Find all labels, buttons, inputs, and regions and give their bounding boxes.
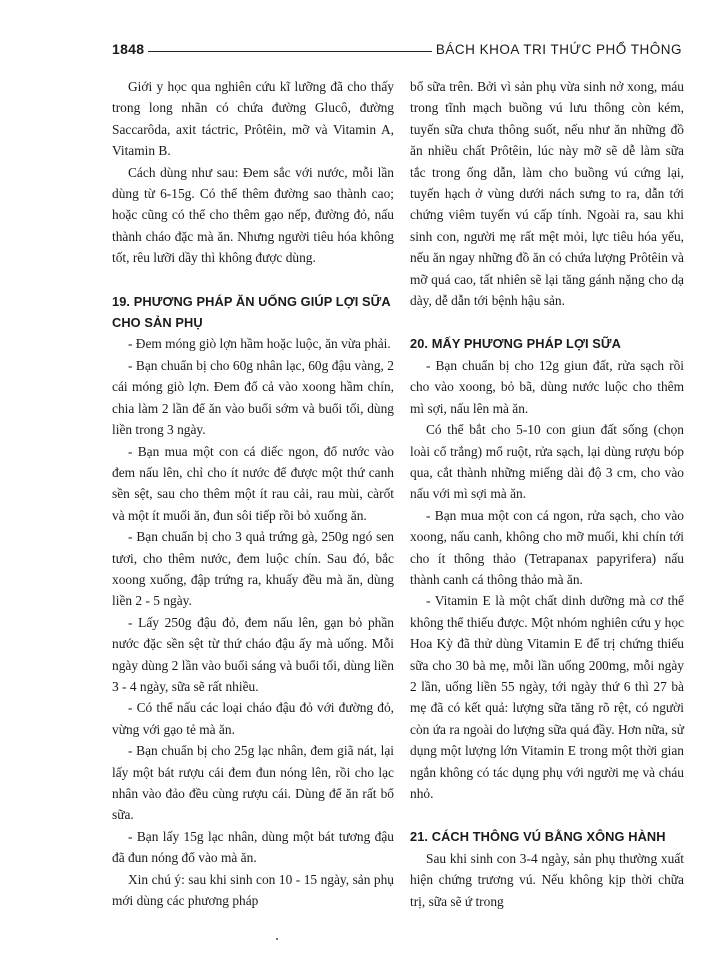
page-header	[112, 38, 682, 60]
list-item: - Bạn chuẩn bị cho 3 quả trứng gà, 250g ngó sen tươi, cho thêm nước, đem luộc chín. Sau đó, bắc xoong xuống, đập trứng ra, khuấy đều mà ăn, dùng liền 2 - 5 ngày.	[112, 529, 394, 609]
list-item: - Bạn mua một con cá ngon, rửa sạch, cho vào xoong, nấu canh, không cho mỡ muối, khi chín tới cho ít thông thảo (Tetrapanax papyrifera) nấu thành canh cá thông thảo mà ăn.	[410, 507, 684, 587]
section-gap	[410, 311, 684, 333]
list-item: - Vitamin E là một chất dinh dưỡng mà cơ thể không thể thiếu được. Một nhóm nghiên cứu y học Hoa Kỳ đã thử dùng Vitamin E để trị chứng thiếu sữa cho 30 bà mẹ, mỗi lần uống 200mg, mỗi ngày 2 lần, uống liền 55 ngày, tới ngày thứ 6 thì 27 bà mẹ đã có kết quả: lượng sữa tăng rõ rệt, có người còn ứa ra ngoài do lượng sữa quá đầy. Hơn nữa, sử dụng một lượng lớn Vitamin E trong một thời gian ngắn không có tác dụng phụ với người mẹ và cháu nhỏ.	[410, 593, 684, 801]
page-number: 1848	[112, 41, 145, 57]
list-item: - Bạn chuẩn bị cho 25g lạc nhân, đem giã nát, lại lấy một bát rượu cái đem đun nóng lên, rồi cho lạc nhân vào đảo đều cùng rượu cái. Dùng để ăn rất bổ sữa.	[112, 743, 394, 823]
section-heading-20: 20. MẤY PHƯƠNG PHÁP LỢI SỮA	[410, 336, 621, 352]
section-gap	[410, 804, 684, 826]
list-item: - Bạn chuẩn bị cho 60g nhân lạc, 60g đậu vàng, 2 cái móng giò lợn. Đem đổ cả vào xoong hầm chín, chia làm 2 lần để ăn vào buổi sớm và buổi tối, dùng liền trong 3 ngày.	[112, 357, 394, 438]
list-item: - Bạn mua một con cá diếc ngon, đổ nước vào đem nấu lên, chỉ cho ít nước để được một thứ canh sền sệt, sau cho thêm một ít rau cải, rau mùi, càrốt và một ít muối ăn, đun sôi tiếp rồi bỏ xuống ăn.	[112, 443, 394, 523]
list-item: - Đem móng giò lợn hầm hoặc luộc, ăn vừa phải.	[128, 336, 391, 352]
list-item: - Bạn chuẩn bị cho 12g giun đất, rửa sạch rồi cho vào xoong, bỏ bã, dùng nước luộc cho thêm mì sợi, nấu lên mà ăn.	[410, 357, 684, 416]
list-item: - Lấy 250g đậu đỏ, đem nấu lên, gạn bỏ phần nước đặc sền sệt từ thứ cháo đậu ấy mà uống. Mỗi ngày dùng 2 lần vào buổi sáng và buổi tối, dùng liền 3 - 4 ngày, sữa sẽ rất nhiều.	[112, 614, 394, 694]
list-item: - Bạn lấy 15g lạc nhân, dùng một bát tương đậu đã đun nóng đổ vào mà ăn.	[112, 828, 394, 866]
scan-speck	[276, 938, 278, 940]
left-column	[112, 76, 394, 911]
book-title: BÁCH KHOA TRI THỨC PHỔ THÔNG	[435, 41, 682, 57]
continued-paragraph: bổ sữa trên. Bởi vì sản phụ vừa sinh nở xong, máu trong tĩnh mạch buồng vú lưu thông còn kém, tuyến sữa chưa thông suốt, nếu như ăn những đồ ăn nhiều chất Prôtêin, lúc này mỡ sẽ dễ làm sữa tắc trong ống dẫn, làm cho buồng vú cứng lại, tuyến hạch ở vùng dưới nách sưng to ra, dẫn tới chứng viêm tuyến vú cấp tính. Ngoài ra, sau khi sinh con, người mẹ rất mệt mỏi, lực tiêu hóa yếu, nếu ăn ngay những đồ ăn có chứa lượng Prôtêin và mỡ quá cao, tất nhiên sẽ lại tăng gánh nặng cho dạ dày, dễ dẫn tới bệnh hậu sản.	[410, 79, 684, 309]
section-gap	[112, 269, 394, 291]
list-item: - Có thể nấu các loại cháo đậu đỏ với đường đỏ, vừng với gạo tẻ mà ăn.	[112, 700, 394, 737]
paragraph: Cách dùng như sau: Đem sắc với nước, mỗi lần dùng từ 6-15g. Có thể thêm đường sao thành cao; hoặc cũng có thể cho thêm gạo nếp, đường đỏ, nấu thành cháo đặc mà ăn. Nhưng người tiêu hóa không tốt, rêu lưỡi dầy thì không được dùng.	[112, 164, 394, 266]
note-paragraph: Xin chú ý: sau khi sinh con 10 - 15 ngày, sản phụ mới dùng các phương pháp	[112, 871, 394, 909]
paragraph: Sau khi sinh con 3-4 ngày, sản phụ thường xuất hiện chứng trương vú. Nếu không kịp thời chữa trị, sữa sẽ ứ trong	[410, 850, 684, 909]
list-item: Có thể bắt cho 5-10 con giun đất sống (chọn loài cổ trắng) mổ ruột, rửa sạch, lại dùng rượu bóp qua, cắt thành những miếng dài độ 3 cm, cho vào nấu với mì sợi mà ăn.	[410, 422, 684, 502]
header-rule	[148, 51, 432, 52]
section-heading-21: 21. CÁCH THÔNG VÚ BẰNG XÔNG HÀNH	[410, 829, 666, 845]
paragraph: Giới y học qua nghiên cứu kĩ lưỡng đã cho thấy trong long nhãn có chứa đường Glucô, đường Saccarôda, axit táctric, Prôtêin, mỡ và Vitamin A, Vitamin B.	[112, 79, 394, 159]
section-heading-19: 19. PHƯƠNG PHÁP ĂN UỐNG GIÚP LỢI SỮA CHO SẢN PHỤ	[112, 293, 391, 331]
right-column	[410, 76, 684, 912]
